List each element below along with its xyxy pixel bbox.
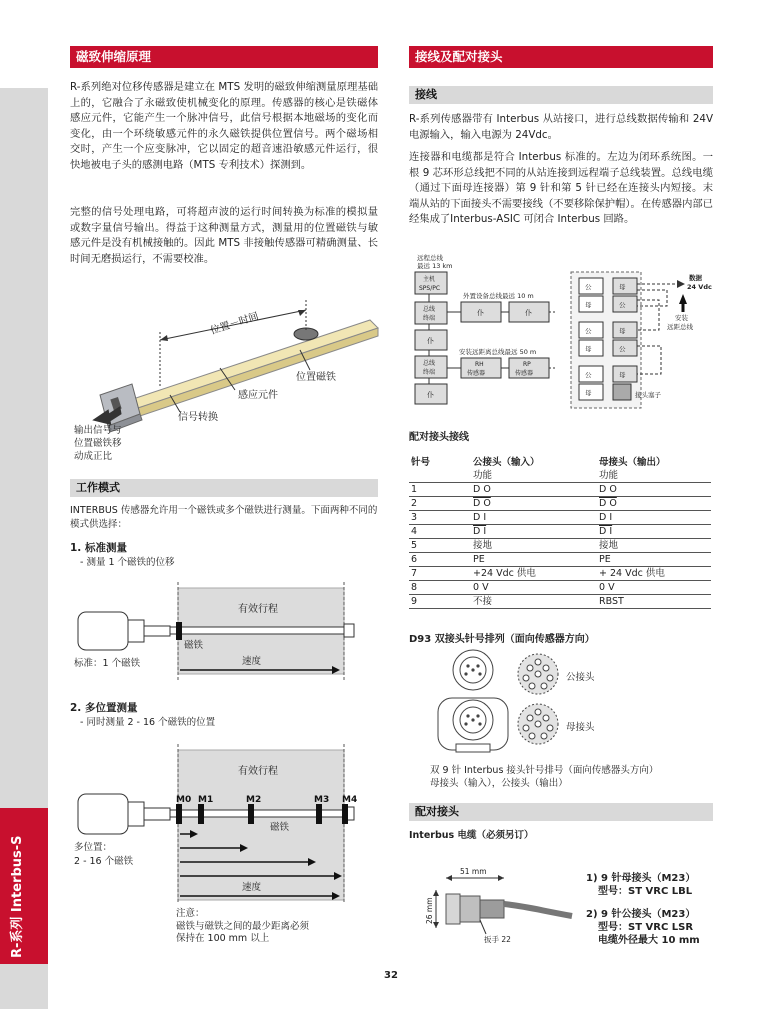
mating-connector-drawing [414, 866, 574, 946]
operating-mode-intro: INTERBUS 传感器允许用一个磁铁或多个磁铁进行测量。下面两种不同的模式供选择： [70, 505, 378, 530]
bus-terminal-2-line1: 总线 [423, 360, 436, 367]
female-cell: D I [597, 525, 711, 539]
table-row [409, 511, 711, 525]
male-cell: D O [471, 483, 597, 497]
mating-cable-note: Interbus 电缆（必须另订） [409, 830, 534, 841]
female-cell: 接地 [597, 539, 711, 553]
bus-system-diagram [409, 250, 714, 410]
section-title-operating-mode: 工作模式 [70, 479, 378, 497]
d93-caption [430, 764, 710, 790]
pin-cell: 7 [409, 567, 471, 581]
principle-paragraph-1: R-系列绝对位移传感器是建立在 MTS 发明的磁致伸缩测量原理基础上的，它融合了永磁致使机械变化的原理。传感器的核心是铁磁体感应元件，它能产生一个脉冲信号，此信号根据本地磁场的变化而变化，由一个环绕敏感元件的永久磁铁提供位置信号。两个磁场相交时，产生一个应变脉冲，它以固定的超音速沿敏感元件运行，很快地被电子头的感测电路（MTS 专利技术）探测到。 [70, 81, 378, 171]
fig-output-note [74, 424, 164, 463]
table-row [409, 483, 711, 497]
wiring-paragraph-2: 连接器和电缆都是符合 Interbus 标准的。左边为闭环系统图。一根 9 芯环形总线把不同的从站连接到远程端子总线装置。总线电缆（通过下面母连接器）第 9 针和第 5 针已经在连接头内短接。末端从站的下面接头不需要接线（不要移除保护帽）。在传感器内部已经集成了Interbus-ASIC 可闭合 Interbus 回路。 [409, 151, 713, 225]
output-note-line-1: 输出信号与 [74, 425, 122, 436]
fig3-effective-stroke: 有效行程 [238, 766, 278, 777]
female-cell: D O [597, 483, 711, 497]
bus-install-2: 远距总线 [667, 323, 693, 331]
male-cell: 接地 [471, 539, 597, 553]
wiring-paragraph-1: R-系列传感器带有 Interbus 从站接口，进行总线数据传输和 24V 电源输入，输入电源为 24Vdc。 [409, 113, 713, 141]
fig3-speed: 速度 [242, 882, 262, 893]
principle-paragraph-2: 完整的信号处理电路，可将超声波的运行时间转换为标准的模拟量或数字量信号输出。得益于这种测量方式，测量用的位置磁铁与敏感元件是没有机械接触的。因此 MTS 非接触传感器可精确测量、长时间无磨损运行，不需要校准。 [70, 206, 378, 265]
bus-slave-2: 仆 [525, 309, 532, 317]
bus-male-3: 公 [585, 327, 592, 335]
male-cell: D I [471, 511, 597, 525]
bus-female-1: 母 [619, 283, 626, 291]
table-row [409, 581, 711, 595]
male-cell: +24 Vdc 供电 [471, 567, 597, 581]
bus-host-2: SPS/PC [419, 285, 441, 292]
female-cell: D I [597, 511, 711, 525]
item1-model: 型号：ST VRC LBL [598, 886, 693, 897]
pin-cell: 2 [409, 497, 471, 511]
mode2-title: 2. 多位置测量 [70, 702, 138, 714]
mating-item-1 [586, 872, 716, 898]
bus-rp-2: 传感器 [515, 370, 534, 377]
fig3-multi-label-2: 2 - 16 个磁铁 [74, 856, 134, 867]
male-cell: 不接 [471, 595, 597, 609]
fig3-multi-label-1: 多位置： [74, 842, 113, 853]
fig2-effective-stroke: 有效行程 [238, 604, 278, 615]
pin-table [409, 456, 711, 609]
bus-male-5: 公 [585, 371, 592, 379]
mode1-title: 1. 标准测量 [70, 542, 127, 554]
fig3-m1: M1 [198, 795, 214, 805]
pin-cell: 3 [409, 511, 471, 525]
fig2-magnet: 磁铁 [184, 640, 204, 651]
item2-cable: 电缆外径最大 10 mm [598, 935, 700, 946]
bus-female-5: 母 [619, 371, 626, 379]
bus-install-1: 安装 [675, 314, 688, 322]
bus-remote-bus: 远程总线 [417, 254, 443, 262]
pin-header: 针号 [411, 457, 431, 468]
page-number: 32 [384, 970, 398, 981]
mode2-subtitle: - 同时测量 2 - 16 个磁铁的位置 [80, 717, 216, 728]
d93-female-label: 母接头 [566, 722, 595, 733]
fig3-m0: M0 [176, 795, 192, 805]
subsection-title-mating: 配对接头 [409, 803, 713, 821]
female-header: 母接头（输出） [599, 457, 666, 468]
d93-title: D93 双接头针号排列（面向传感器方向） [409, 634, 595, 645]
table-row [409, 567, 711, 581]
standard-measurement-figure [70, 582, 380, 682]
table-row [409, 553, 711, 567]
female-cell: D O [597, 497, 711, 511]
table-row [409, 595, 711, 609]
pin-cell: 5 [409, 539, 471, 553]
pin-cell: 6 [409, 553, 471, 567]
item2-title: 2) 9 针公接头（M23） [586, 909, 696, 920]
bus-female-4: 母 [585, 345, 592, 353]
fig3-note-line-2: 磁铁与磁铁之间的最少距离必须 [176, 920, 310, 932]
output-note-line-3: 动成正比 [74, 451, 113, 462]
sidebar-label: R-系列 Interbus-S [10, 835, 25, 958]
female-func-header: 功能 [597, 469, 711, 483]
pin-cell: 1 [409, 483, 471, 497]
fig3-magnet: 磁铁 [270, 822, 290, 833]
female-cell: 0 V [597, 581, 711, 595]
dim-51mm: 51 mm [460, 867, 487, 876]
dim-26mm: 26 mm [425, 897, 434, 924]
bus-male-4: 公 [619, 345, 626, 353]
section-title-principle: 磁致伸缩原理 [70, 46, 378, 68]
bus-data: 数据 [689, 274, 702, 282]
bus-slave-1: 仆 [477, 309, 484, 317]
bus-male-2: 公 [619, 301, 626, 309]
female-cell: RBST [597, 595, 711, 609]
fig3-note-line-3: 保持在 100 mm 以上 [176, 933, 270, 944]
male-cell: D O [471, 497, 597, 511]
output-note-line-2: 位置磁铁移 [74, 438, 122, 449]
bus-ext-bus: 外置设备总线最远 10 m [463, 292, 534, 300]
table-row [409, 497, 711, 511]
male-func-header: 功能 [471, 469, 597, 483]
fig3-note [176, 908, 376, 946]
d93-caption-line-1: 双 9 针 Interbus 接头针号排号（面向传感器头方向） [430, 765, 659, 776]
bus-female-2: 母 [585, 301, 592, 309]
bus-max-13km: 最远 13 km [417, 262, 453, 270]
sidebar-gray-band [0, 88, 48, 808]
fig3-note-line-1: 注意： [176, 908, 205, 919]
bus-male-1: 公 [585, 283, 592, 291]
fig-signal-conversion-label: 信号转换 [178, 412, 218, 423]
bus-rp-1: RP [523, 361, 531, 368]
bus-female-3: 母 [619, 327, 626, 335]
bus-slave-left-2: 仆 [427, 391, 434, 399]
d93-caption-line-2: 母接头（输入），公接头（输出） [430, 778, 568, 789]
mating-item-2 [586, 908, 716, 947]
wrench-size: 扳手 22 [484, 935, 511, 944]
pin-cell: 4 [409, 525, 471, 539]
fig2-standard-label: 标准：1 个磁铁 [74, 658, 141, 669]
male-cell: D I [471, 525, 597, 539]
pin-cell: 8 [409, 581, 471, 595]
bus-rh-2: 传感器 [467, 370, 486, 377]
male-cell: 0 V [471, 581, 597, 595]
table-row [409, 525, 711, 539]
fig-sensing-element-label: 感应元件 [238, 390, 278, 401]
mode1-subtitle: - 测量 1 个磁铁的位移 [80, 557, 175, 568]
fig-position-magnet-label: 位置磁铁 [296, 372, 336, 383]
bus-24vdc: 24 Vdc [687, 283, 712, 291]
fig3-m4: M4 [342, 795, 358, 805]
fig-position-time-label: 位置－时间 [209, 311, 261, 337]
item2-model: 型号：ST VRC LSR [598, 922, 694, 933]
bus-terminal-1-line1: 总线 [423, 306, 436, 313]
bus-host-1: 主机 [423, 276, 436, 283]
table-row [409, 539, 711, 553]
d93-connector-drawing [430, 648, 630, 758]
bus-terminal-1-line2: 终端 [423, 315, 436, 322]
male-cell: PE [471, 553, 597, 567]
pin-table-title: 配对接头接线 [409, 432, 469, 443]
fig3-m2: M2 [246, 795, 262, 805]
bus-rh-1: RH [475, 361, 484, 368]
bus-terminal-2-line2: 终端 [423, 369, 436, 376]
sidebar-gray-band-bottom [0, 964, 48, 1009]
female-cell: + 24 Vdc 供电 [597, 567, 711, 581]
item1-title: 1) 9 针母接头（M23） [586, 873, 696, 884]
male-header: 公接头（输入） [473, 457, 540, 468]
fig2-speed: 速度 [242, 656, 262, 667]
d93-male-label: 公接头 [566, 672, 595, 683]
pin-cell: 9 [409, 595, 471, 609]
fig3-m3: M3 [314, 795, 330, 805]
subsection-title-wiring: 接线 [409, 86, 713, 104]
bus-plug: 接头塞子 [635, 391, 661, 399]
bus-install-remote: 安装远距离总线最远 50 m [459, 348, 537, 356]
bus-slave-left-1: 仆 [427, 337, 434, 345]
section-title-wiring: 接线及配对接头 [409, 46, 713, 68]
female-cell: PE [597, 553, 711, 567]
bus-female-6: 母 [585, 389, 592, 397]
